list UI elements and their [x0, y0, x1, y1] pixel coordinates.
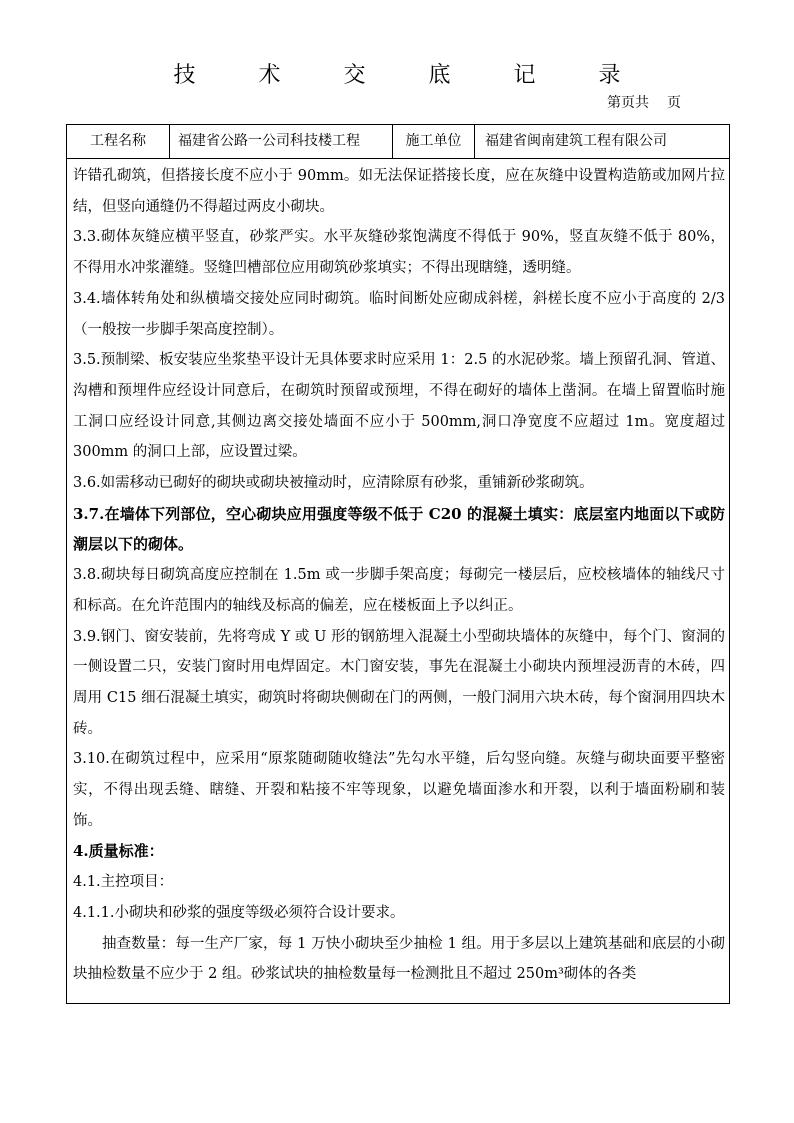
- construction-unit-value: 福建省闽南建筑工程有限公司: [485, 133, 667, 149]
- body-paragraph: 3.5.预制梁、板安装应坐浆垫平设计无具体要求时应采用 1：2.5 的水泥砂浆。墙上预留孔洞、管道、沟槽和预埋件应经设计同意后，在砌筑时预留或预埋，不得在砌好的墙体上凿洞。在墙上留置临时施工洞口应经设计同意,其侧边离交接处墙面不应小于 500mm,洞口净宽度不应超过 1m。宽度超过 300mm 的洞口上部，应设置过梁。: [73, 352, 725, 461]
- body-paragraph: 4.1.主控项目：: [73, 874, 174, 891]
- body-paragraph: 3.4.墙体转角处和纵横墙交接处应同时砌筑。临时间断处应砌成斜槎，斜槎长度不应小于高度的 2/3（一般按一步脚手架高度控制）。: [73, 290, 725, 338]
- page-total-label: 页: [667, 95, 681, 111]
- construction-unit-label: 施工单位: [393, 125, 475, 158]
- record-table: [66, 124, 730, 1004]
- body-paragraph: 3.10.在砌筑过程中，应采用“原浆随砌随收缝法”先勾水平缝，后勾竖向缝。灰缝与砌块面要平整密实，不得出现丢缝、瞎缝、开裂和粘接不牢等现象，以避免墙面渗水和开裂，以利于墙面粉刷和装饰。: [73, 751, 725, 829]
- document-title: 技 术 交 底 记 录: [173, 63, 649, 88]
- record-body: [73, 161, 725, 990]
- header-row: [67, 125, 729, 159]
- body-paragraph: 3.7.在墙体下列部位，空心砌块应用强度等级不低于 C20 的混凝土填实：底层室内地面以下或防潮层以下的砌体。: [73, 504, 725, 554]
- page-number: [607, 92, 681, 112]
- body-paragraph: 许错孔砌筑，但搭接长度不应小于 90mm。如无法保证搭接长度，应在灰缝中设置构造筋或加网片拉结，但竖向通缝仍不得超过两皮小砌块。: [73, 168, 725, 215]
- body-paragraph: 3.6.如需移动已砌好的砌块或砌块被撞动时，应清除原有砂浆，重铺新砂浆砌筑。: [73, 475, 594, 492]
- body-paragraph: 3.8.砌块每日砌筑高度应控制在 1.5m 或一步脚手架高度；每砌完一楼层后，应校核墙体的轴线尺寸和标高。在允许范围内的轴线及标高的偏差，应在楼板面上予以纠正。: [73, 567, 725, 614]
- body-paragraph: 4.1.1.小砌块和砂浆的强度等级必须符合设计要求。: [73, 904, 405, 921]
- body-paragraph: 抽查数量：每一生产厂家，每 1 万快小砌块至少抽检 1 组。用于多层以上建筑基础和底层的小砌块抽检数量不应少于 2 组。砂浆试块的抽检数量每一检测批且不超过 250m³砌体的各类: [73, 935, 725, 983]
- page-number-label: 第页共: [607, 95, 649, 111]
- project-name-value: 福建省公路一公司科技楼工程: [170, 125, 393, 158]
- body-paragraph: 3.9.钢门、窗安装前，先将弯成 Y 或 U 形的钢筋埋入混凝土小型砌块墙体的灰缝中，每个门、窗洞的一侧设置二只，安装门窗时用电焊固定。木门窗安装，事先在混凝土小砌块内预埋浸沥青的木砖，四周用 C15 细石混凝土填实，砌筑时将砌块侧砌在门的两侧，一般门洞用六块木砖，每个窗洞用四块木砖。: [73, 628, 725, 737]
- body-paragraph: 3.3.砌体灰缝应横平竖直，砂浆严实。水平灰缝砂浆饱满度不得低于 90%，竖直灰缝不低于 80%，不得用水冲浆灌缝。竖缝凹槽部位应用砌筑砂浆填实；不得出现瞎缝，透明缝。: [73, 229, 725, 277]
- body-paragraph: 4.质量标准：: [73, 842, 164, 861]
- project-name-label: 工程名称: [67, 125, 170, 158]
